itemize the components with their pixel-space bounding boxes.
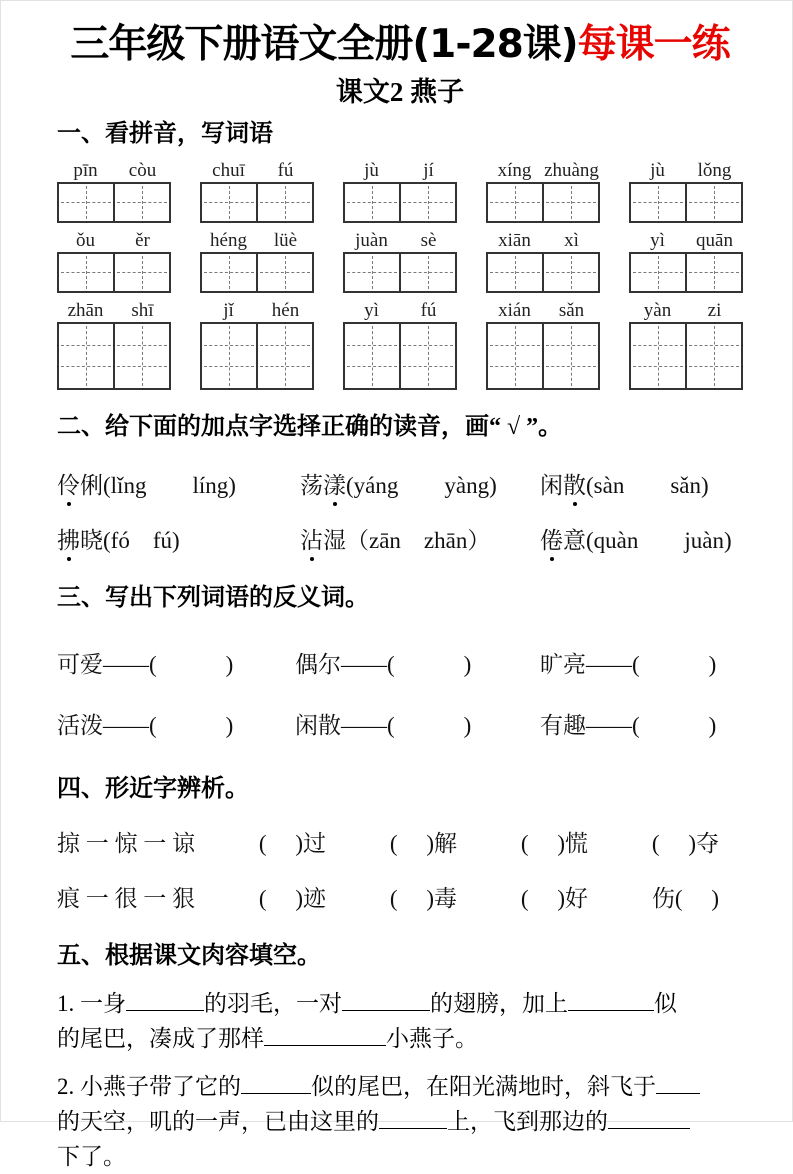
grid-dashed-hline xyxy=(490,366,540,367)
paragraph-text: 下了。 xyxy=(57,1143,126,1169)
grid-dashed-vline xyxy=(285,326,286,386)
grid-cell xyxy=(256,324,312,388)
paragraph-text: 2. 小燕子带了它的 xyxy=(57,1073,241,1099)
grid-cell xyxy=(631,324,685,388)
grid-cell xyxy=(685,254,741,291)
grid-cell xyxy=(399,254,455,291)
pinyin-word-group xyxy=(200,228,314,293)
pinyin-word-group xyxy=(57,158,171,223)
pinyin-word-group xyxy=(343,228,457,293)
grid-dashed-hline xyxy=(61,272,111,273)
grid-cell xyxy=(631,254,685,291)
paragraph-text: 似的尾巴，在阳光满地时，斜飞于 xyxy=(311,1073,656,1099)
section2-heading: 二、给下面的加点字选择正确的读音，画“ √ ”。 xyxy=(57,413,563,440)
writing-grid xyxy=(486,182,600,223)
pinyin-word-group xyxy=(629,228,743,293)
lesson-subtitle: 课文2 燕子 xyxy=(335,76,465,107)
pinyin-syllable: zhuàng xyxy=(544,159,599,181)
pinyin-syllable: zi xyxy=(707,299,722,321)
dotted-character: 拂 xyxy=(57,522,80,555)
dotted-character: 意 xyxy=(563,527,586,553)
paragraph-text: 的翅膀，加上 xyxy=(430,990,568,1016)
grid-cell xyxy=(256,184,312,221)
pinyin-syllable: yì xyxy=(364,299,379,321)
dotted-character: 倦 xyxy=(540,522,563,555)
grid-cell xyxy=(488,184,542,221)
pinyin-labels xyxy=(200,228,314,252)
blank-underline xyxy=(342,989,430,1011)
dotted-character: 晓 xyxy=(80,527,103,553)
pinyin-labels xyxy=(57,298,171,322)
grid-dashed-hline xyxy=(260,272,310,273)
dotted-character: 闲 xyxy=(540,472,563,498)
title-red-highlight: 每课一练 xyxy=(577,22,730,67)
grid-cell xyxy=(202,184,256,221)
paragraph-text: 的羽毛，一对 xyxy=(204,990,342,1016)
grid-cell xyxy=(685,184,741,221)
grid-dashed-hline xyxy=(689,366,739,367)
grid-dashed-vline xyxy=(86,326,87,386)
grid-cell xyxy=(345,324,399,388)
pinyin-labels xyxy=(200,298,314,322)
pinyin-syllable: pīn xyxy=(73,159,98,181)
grid-cell xyxy=(631,184,685,221)
paragraph-text: 的尾巴，凑成了那样 xyxy=(57,1025,264,1051)
grid-dashed-hline xyxy=(633,345,683,346)
grid-cell xyxy=(345,184,399,221)
pinyin-grid-row xyxy=(57,298,743,390)
pinyin-labels xyxy=(629,228,743,252)
grid-cell xyxy=(488,324,542,388)
dotted-character: 沾 xyxy=(300,522,323,555)
antonym-item: 活泼——( ) xyxy=(57,712,234,738)
section4-heading: 四、形近字辨析。 xyxy=(57,775,249,802)
pinyin-syllable: lǒng xyxy=(697,159,732,181)
fill-blank-paragraph xyxy=(57,986,743,1056)
blank-underline xyxy=(568,989,654,1011)
pinyin-labels xyxy=(486,158,600,182)
grid-dashed-hline xyxy=(347,272,397,273)
paragraph-text: 上，飞到那边的 xyxy=(447,1108,608,1134)
pinyin-labels xyxy=(57,158,171,182)
grid-dashed-hline xyxy=(61,202,111,203)
grid-dashed-hline xyxy=(117,366,167,367)
grid-dashed-hline xyxy=(204,202,254,203)
pinyin-word-group xyxy=(57,298,171,390)
writing-grid xyxy=(486,252,600,293)
grid-dashed-hline xyxy=(347,345,397,346)
writing-grid xyxy=(57,322,171,390)
grid-dashed-hline xyxy=(633,272,683,273)
grid-cell xyxy=(542,254,598,291)
blank-underline xyxy=(379,1107,447,1129)
dotted-character: 湿 xyxy=(323,527,346,553)
paragraph-text: 小燕子。 xyxy=(386,1025,478,1051)
pinyin-syllable: sǎn xyxy=(558,299,585,321)
grid-cell xyxy=(59,324,113,388)
blank-underline xyxy=(126,989,204,1011)
dotted-character: 散 xyxy=(563,467,586,500)
paren-blank-item: ( )毒 xyxy=(389,885,457,911)
blank-underline xyxy=(656,1072,700,1094)
pinyin-word-group xyxy=(200,158,314,223)
pinyin-syllable: jí xyxy=(423,159,434,181)
pronunciation-options: (quàn juàn) xyxy=(586,527,732,553)
pinyin-word-group xyxy=(486,158,600,223)
pinyin-syllable: còu xyxy=(128,159,157,181)
pinyin-syllable: xíng xyxy=(497,159,532,181)
grid-dashed-hline xyxy=(204,345,254,346)
dotted-character: 伶 xyxy=(57,467,80,500)
section3-heading: 三、写出下列词语的反义词。 xyxy=(57,584,369,611)
grid-cell xyxy=(685,324,741,388)
pinyin-syllable: jù xyxy=(650,159,665,181)
grid-dashed-hline xyxy=(61,345,111,346)
section5-heading: 五、根据课文肉容填空。 xyxy=(57,942,321,969)
pinyin-labels xyxy=(486,298,600,322)
pinyin-word-group xyxy=(486,228,600,293)
paren-blank-item: ( )过 xyxy=(258,830,326,856)
section1-heading: 一、看拼音，写词语 xyxy=(57,120,273,147)
grid-dashed-hline xyxy=(546,345,596,346)
paren-blank-item: 伤( ) xyxy=(651,885,719,911)
blank-underline xyxy=(241,1072,311,1094)
grid-dashed-hline xyxy=(633,366,683,367)
pinyin-word-group xyxy=(629,158,743,223)
grid-dashed-hline xyxy=(403,345,453,346)
grid-cell xyxy=(345,254,399,291)
phonetic-row xyxy=(57,467,743,500)
paragraph-text: 的天空，叽的一声，已由这里的 xyxy=(57,1108,379,1134)
antonym-item: 旷亮——( ) xyxy=(540,651,717,677)
grid-dashed-hline xyxy=(260,366,310,367)
pinyin-syllable: chuī xyxy=(212,159,245,181)
grid-dashed-hline xyxy=(546,272,596,273)
phonetic-choice-section xyxy=(57,467,743,555)
writing-grid xyxy=(57,182,171,223)
grid-dashed-hline xyxy=(117,202,167,203)
grid-dashed-vline xyxy=(658,326,659,386)
phonetic-item xyxy=(300,467,540,500)
antonym-row xyxy=(57,707,743,740)
grid-dashed-hline xyxy=(260,202,310,203)
grid-dashed-vline xyxy=(142,326,143,386)
paren-blank-item: ( )好 xyxy=(520,885,588,911)
pinyin-syllable: quān xyxy=(696,229,733,251)
title-black-part: 三年级下册语文全册(1-28课) xyxy=(70,22,578,67)
pinyin-labels xyxy=(57,228,171,252)
pinyin-labels xyxy=(486,228,600,252)
phonetic-item xyxy=(57,467,300,500)
paren-blank-item: ( )夺 xyxy=(651,830,719,856)
phonetic-item xyxy=(540,522,743,555)
grid-dashed-hline xyxy=(403,202,453,203)
grid-dashed-hline xyxy=(490,345,540,346)
grid-cell xyxy=(202,254,256,291)
fill-blank-paragraph xyxy=(57,1069,743,1174)
similar-character-row xyxy=(57,825,719,858)
pinyin-syllable: xián xyxy=(498,299,531,321)
pinyin-grid-section xyxy=(57,158,743,390)
pinyin-grid-row xyxy=(57,228,743,293)
grid-dashed-hline xyxy=(403,366,453,367)
paragraph-text: 似 xyxy=(654,990,677,1016)
grid-dashed-vline xyxy=(515,326,516,386)
grid-dashed-hline xyxy=(117,272,167,273)
writing-grid xyxy=(343,322,457,390)
character-group: 掠 一 惊 一 谅 xyxy=(57,830,195,856)
phonetic-item xyxy=(57,522,300,555)
grid-cell xyxy=(113,254,169,291)
pinyin-syllable: sè xyxy=(420,229,437,251)
pinyin-syllable: xiān xyxy=(498,229,531,251)
grid-dashed-vline xyxy=(571,326,572,386)
grid-dashed-hline xyxy=(546,366,596,367)
pinyin-word-group xyxy=(200,298,314,390)
pinyin-syllable: fú xyxy=(277,159,294,181)
writing-grid xyxy=(629,182,743,223)
antonym-item: 有趣——( ) xyxy=(540,712,717,738)
fill-blank-section xyxy=(57,986,743,1174)
dotted-character: 俐 xyxy=(80,472,103,498)
pinyin-syllable: ǒu xyxy=(76,229,95,251)
grid-dashed-hline xyxy=(204,366,254,367)
grid-cell xyxy=(113,184,169,221)
pronunciation-options: (lǐng líng) xyxy=(103,472,236,498)
grid-cell xyxy=(488,254,542,291)
grid-dashed-hline xyxy=(347,202,397,203)
antonym-item: 闲散——( ) xyxy=(295,712,472,738)
grid-dashed-hline xyxy=(490,202,540,203)
pinyin-syllable: juàn xyxy=(355,229,388,251)
pinyin-syllable: lüè xyxy=(273,229,298,251)
pinyin-grid-row xyxy=(57,158,743,223)
grid-dashed-hline xyxy=(347,366,397,367)
grid-dashed-hline xyxy=(260,345,310,346)
pinyin-labels xyxy=(200,158,314,182)
pinyin-labels xyxy=(343,298,457,322)
pinyin-syllable: ěr xyxy=(135,229,150,251)
grid-cell xyxy=(202,324,256,388)
grid-dashed-hline xyxy=(689,202,739,203)
grid-cell xyxy=(399,184,455,221)
grid-cell xyxy=(113,324,169,388)
similar-character-row xyxy=(57,880,719,913)
phonetic-item xyxy=(540,467,743,500)
paren-blank-item: ( )解 xyxy=(389,830,457,856)
dotted-character: 漾 xyxy=(323,467,346,500)
dotted-character: 荡 xyxy=(300,472,323,498)
antonym-item: 偶尔——( ) xyxy=(295,651,472,677)
grid-cell xyxy=(399,324,455,388)
grid-dashed-hline xyxy=(117,345,167,346)
pronunciation-options: （zān zhān） xyxy=(346,527,491,553)
pinyin-labels xyxy=(629,298,743,322)
grid-dashed-vline xyxy=(428,326,429,386)
grid-dashed-hline xyxy=(546,202,596,203)
pinyin-word-group xyxy=(343,158,457,223)
grid-dashed-vline xyxy=(372,326,373,386)
grid-dashed-hline xyxy=(689,272,739,273)
blank-underline xyxy=(264,1024,386,1046)
pronunciation-options: (fó fú) xyxy=(103,527,180,553)
antonym-section xyxy=(57,646,743,740)
antonym-row xyxy=(57,646,743,679)
pinyin-syllable: fú xyxy=(420,299,437,321)
pinyin-syllable: yì xyxy=(650,229,665,251)
grid-cell xyxy=(542,184,598,221)
paren-blank-item: ( )迹 xyxy=(258,885,326,911)
pinyin-word-group xyxy=(57,228,171,293)
pinyin-labels xyxy=(629,158,743,182)
writing-grid xyxy=(343,182,457,223)
writing-grid xyxy=(57,252,171,293)
writing-grid xyxy=(200,182,314,223)
grid-cell xyxy=(59,184,113,221)
writing-grid xyxy=(629,252,743,293)
pronunciation-options: (sàn sǎn) xyxy=(586,472,709,498)
pinyin-syllable: hén xyxy=(271,299,300,321)
grid-dashed-hline xyxy=(633,202,683,203)
pinyin-syllable: jǐ xyxy=(223,299,234,321)
pinyin-syllable: héng xyxy=(210,229,247,251)
pinyin-syllable: jù xyxy=(364,159,379,181)
phonetic-row xyxy=(57,522,743,555)
pinyin-labels xyxy=(343,158,457,182)
pinyin-word-group xyxy=(486,298,600,390)
grid-dashed-hline xyxy=(204,272,254,273)
grid-dashed-hline xyxy=(403,272,453,273)
pronunciation-options: (yáng yàng) xyxy=(346,472,497,498)
pinyin-word-group xyxy=(629,298,743,390)
phonetic-item xyxy=(300,522,540,555)
writing-grid xyxy=(200,252,314,293)
page-title xyxy=(57,24,743,67)
writing-grid xyxy=(486,322,600,390)
grid-cell xyxy=(256,254,312,291)
paragraph-text: 1. 一身 xyxy=(57,990,126,1016)
pinyin-syllable: yàn xyxy=(643,299,672,321)
grid-dashed-hline xyxy=(61,366,111,367)
writing-grid xyxy=(343,252,457,293)
grid-dashed-vline xyxy=(714,326,715,386)
pinyin-word-group xyxy=(343,298,457,390)
antonym-item: 可爱——( ) xyxy=(57,651,234,677)
grid-cell xyxy=(542,324,598,388)
pinyin-labels xyxy=(343,228,457,252)
character-group: 痕 一 很 一 狠 xyxy=(57,885,195,911)
similar-character-section xyxy=(57,825,743,913)
pinyin-syllable: shī xyxy=(131,299,154,321)
paren-blank-item: ( )慌 xyxy=(520,830,588,856)
pinyin-syllable: xì xyxy=(564,229,579,251)
grid-dashed-hline xyxy=(490,272,540,273)
grid-cell xyxy=(59,254,113,291)
pinyin-syllable: zhān xyxy=(67,299,104,321)
writing-grid xyxy=(200,322,314,390)
grid-dashed-hline xyxy=(689,345,739,346)
blank-underline xyxy=(608,1107,690,1129)
writing-grid xyxy=(629,322,743,390)
grid-dashed-vline xyxy=(229,326,230,386)
